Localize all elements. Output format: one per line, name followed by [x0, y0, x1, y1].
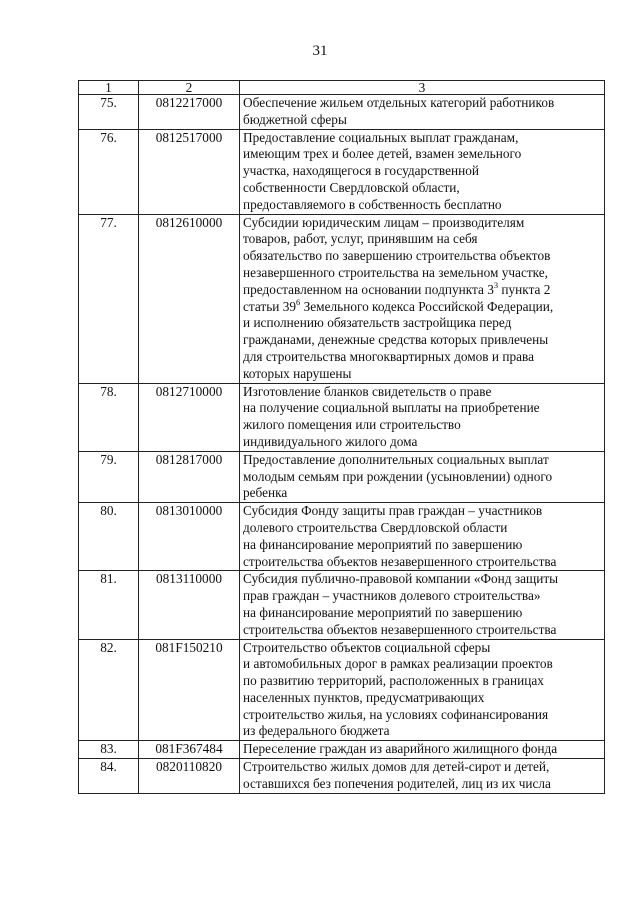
description-line: индивидуального жилого дома: [243, 433, 418, 449]
row-description: [240, 383, 605, 451]
table-row: [79, 741, 605, 759]
superscript: 3: [493, 279, 499, 290]
description-line: предоставляемого в собственность бесплатно: [243, 196, 502, 212]
description-text: Земельного кодекса Российской Федерации,: [300, 298, 554, 314]
description-line: и исполнению обязательств застройщика перед: [243, 315, 512, 331]
description-line: Переселение граждан из аварийного жилищного фонда: [243, 741, 558, 757]
description-line: участка, находящегося в государственной: [243, 163, 480, 179]
budget-code: 0812517000: [139, 129, 240, 214]
description-line: Строительство объектов социальной сферы: [243, 639, 491, 655]
description-line: по развитию территорий, расположенных в границах: [243, 673, 544, 689]
description-line: имеющим трех и более детей, взамен земельного: [243, 146, 522, 162]
superscript: 6: [296, 296, 301, 307]
table-row: [79, 571, 605, 639]
description-line: Предоставление дополнительных социальных выплат: [243, 451, 549, 467]
description-line: молодым семьям при рождении (усыновлении) одного: [243, 468, 553, 484]
description-line: строительства объектов незавершенного строительства: [243, 553, 557, 569]
description-line: оставшихся без попечения родителей, лиц из их числа: [243, 775, 551, 791]
table-row: [79, 129, 605, 214]
table-row: [79, 503, 605, 571]
description-line: [243, 296, 601, 316]
description-line: на финансирование мероприятий по завершению: [243, 604, 523, 620]
description-line: на финансирование мероприятий по завершению: [243, 536, 523, 552]
budget-code: 0813110000: [139, 571, 240, 639]
budget-code: 081F150210: [139, 639, 240, 741]
row-description: [240, 129, 605, 214]
table-row: [79, 451, 605, 502]
row-number: 75.: [79, 95, 139, 130]
description-line: жилого помещения или строительство: [243, 417, 461, 433]
row-number: 84.: [79, 759, 139, 794]
description-line: Предоставление социальных выплат гражданам,: [243, 129, 519, 145]
row-number: 80.: [79, 503, 139, 571]
description-text: статьи 39: [243, 298, 297, 314]
row-number: 79.: [79, 451, 139, 502]
row-number: 82.: [79, 639, 139, 741]
budget-classification-table: [78, 80, 605, 794]
row-description: [240, 95, 605, 130]
table-row: [79, 95, 605, 130]
table-row: [79, 214, 605, 383]
table-header-row: [79, 81, 605, 95]
description-line: которых нарушены: [243, 365, 352, 381]
column-header-2: 2: [139, 81, 240, 95]
table-row: [79, 383, 605, 451]
description-line: Субсидия публично-правовой компании «Фонд защиты: [243, 571, 559, 587]
description-line: бюджетной сферы: [243, 111, 347, 127]
row-description: [240, 503, 605, 571]
description-line: из федерального бюджета: [243, 723, 390, 739]
row-description: [240, 451, 605, 502]
budget-code: 0812710000: [139, 383, 240, 451]
description-line: собственности Свердловской области,: [243, 179, 460, 195]
description-line: Субсидия Фонду защиты прав граждан – участников: [243, 503, 543, 519]
description-line: незавершенного строительства на земельном участке,: [243, 264, 549, 280]
row-number: 81.: [79, 571, 139, 639]
description-line: Субсидии юридическим лицам – производителям: [243, 214, 525, 230]
row-description: [240, 741, 605, 759]
description-text: предоставленном на основании подпункта 3: [243, 281, 494, 297]
table-row: [79, 639, 605, 741]
description-line: долевого строительства Свердловской области: [243, 519, 508, 535]
page-number: 31: [312, 43, 328, 59]
row-description: [240, 214, 605, 383]
budget-code: 0813010000: [139, 503, 240, 571]
column-header-1: 1: [79, 81, 139, 95]
description-line: Строительство жилых домов для детей-сирот и детей,: [243, 759, 550, 775]
description-line: для строительства многоквартирных домов и права: [243, 348, 535, 364]
description-line: Обеспечение жильем отдельных категорий работников: [243, 95, 555, 110]
budget-code: 0812610000: [139, 214, 240, 383]
budget-code: 0812217000: [139, 95, 240, 130]
budget-code: 0820110820: [139, 759, 240, 794]
row-description: [240, 571, 605, 639]
description-line: на получение социальной выплаты на приобретение: [243, 400, 540, 416]
table-row: [79, 759, 605, 794]
description-line: и автомобильных дорог в рамках реализации проектов: [243, 656, 553, 672]
row-number: 77.: [79, 214, 139, 383]
row-description: [240, 759, 605, 794]
description-text: пункта 2: [498, 281, 551, 297]
description-line: строительства объектов незавершенного строительства: [243, 621, 557, 637]
description-line: прав граждан – участников долевого строительства»: [243, 588, 541, 604]
description-line: гражданами, денежные средства которых привлечены: [243, 332, 549, 348]
description-line: Изготовление бланков свидетельств о праве: [243, 383, 492, 399]
row-number: 83.: [79, 741, 139, 759]
column-header-3: 3: [240, 81, 605, 95]
row-number: 78.: [79, 383, 139, 451]
row-description: [240, 639, 605, 741]
description-line: обязательство по завершению строительства объектов: [243, 248, 551, 264]
budget-code: 0812817000: [139, 451, 240, 502]
budget-code: 081F367484: [139, 741, 240, 759]
description-line: строительство жилья, на условиях софинансирования: [243, 706, 549, 722]
description-line: ребенка: [243, 485, 288, 501]
row-number: 76.: [79, 129, 139, 214]
description-line: населенных пунктов, предусматривающих: [243, 689, 485, 705]
description-line: товаров, работ, услуг, принявшим на себя: [243, 231, 478, 247]
